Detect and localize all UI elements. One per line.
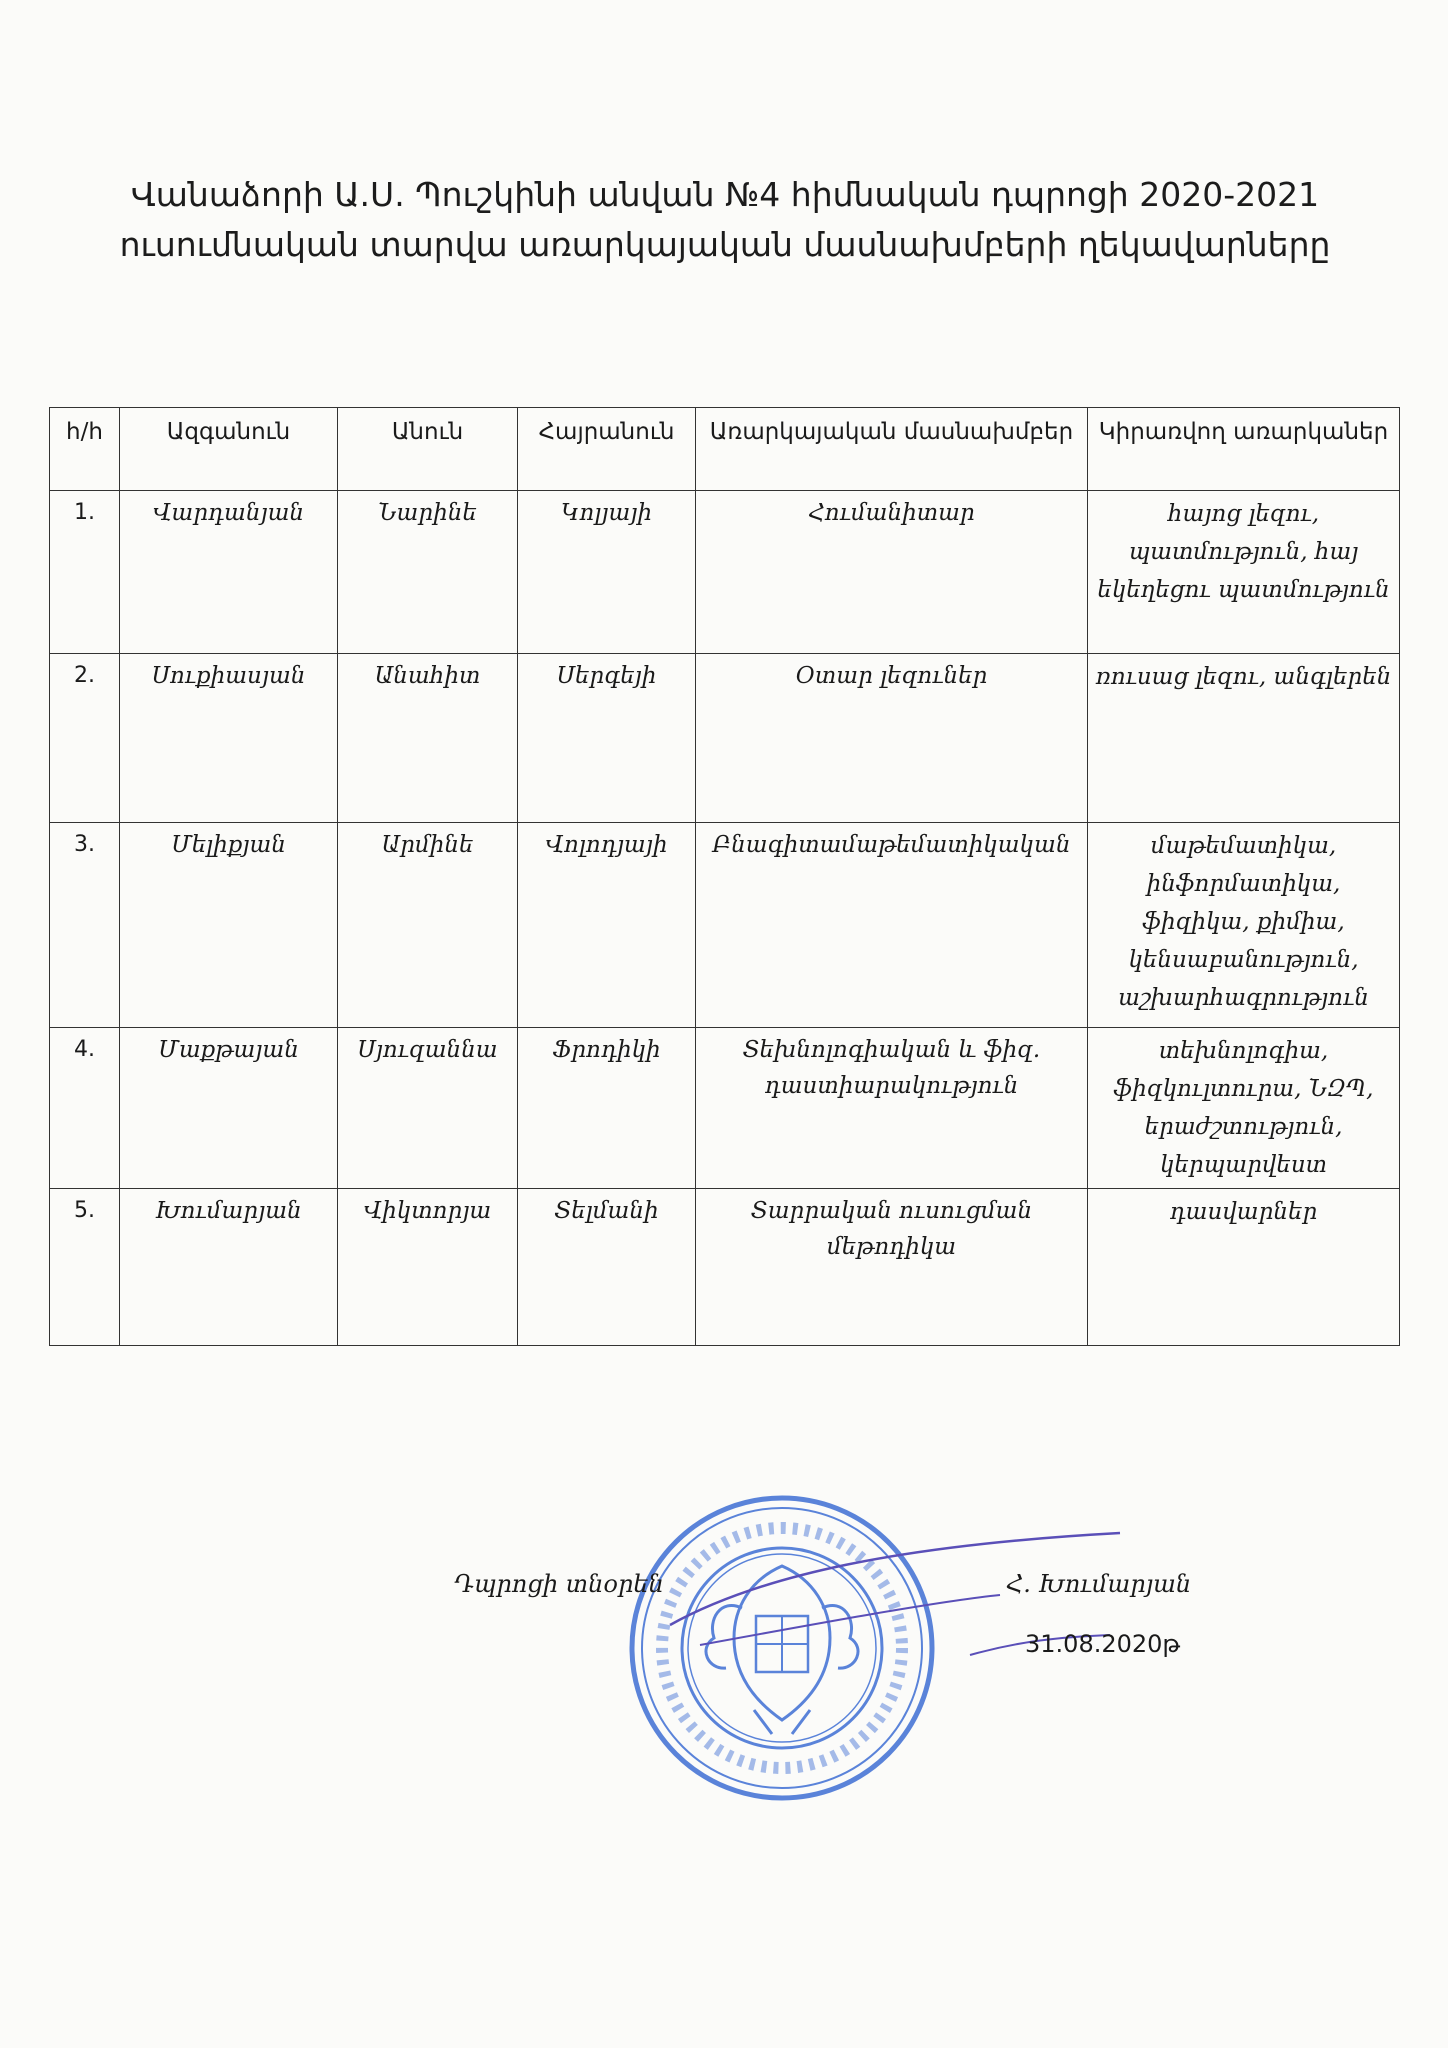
subjects-cell: մաթեմատիկա, ինֆորմատիկա, ֆիզիկա, քիմիա, կենսաբանություն, աշխարհագրություն (1088, 823, 1400, 1028)
header-subjects: Կիրառվող առարկաներ (1088, 408, 1400, 491)
surname-cell: Մելիքյան (120, 823, 338, 1028)
title-line-2: ուսումնական տարվա առարկայական մասնախմբերի ղեկավարները (119, 225, 1331, 264)
name-cell: Անահիտ (338, 654, 518, 823)
document-date: 31.08.2020թ (1025, 1630, 1181, 1658)
group-cell: Օտար լեզուներ (696, 654, 1088, 823)
header-patronymic: Հայրանուն (518, 408, 696, 491)
table-row (50, 654, 1400, 823)
surname-cell: Խումարյան (120, 1189, 338, 1346)
patronymic-cell: Ֆրոդիկի (518, 1028, 696, 1189)
signature-label: Դպրոցի տնօրեն (454, 1570, 664, 1598)
row-number: 3. (50, 823, 120, 1028)
patronymic-cell: Կոլյայի (518, 491, 696, 654)
patronymic-cell: Վոլոդյայի (518, 823, 696, 1028)
table-row (50, 491, 1400, 654)
header-subject-group: Առարկայական մասնախմբեր (696, 408, 1088, 491)
group-cell: Տեխնոլոգիական և ֆիզ. դաստիարակություն (696, 1028, 1088, 1189)
name-cell: Սյուզաննա (338, 1028, 518, 1189)
table-row (50, 823, 1400, 1028)
name-cell: Արմինե (338, 823, 518, 1028)
header-surname: Ազգանուն (120, 408, 338, 491)
header-name: Անուն (338, 408, 518, 491)
document-title (80, 170, 1370, 270)
staff-table (49, 407, 1400, 1346)
signer-name: Հ. Խումարյան (1006, 1570, 1192, 1598)
subjects-cell: հայոց լեզու, պատմություն, հայ եկեղեցու պատմություն (1088, 491, 1400, 654)
row-number: 4. (50, 1028, 120, 1189)
row-number: 1. (50, 491, 120, 654)
name-cell: Նարինե (338, 491, 518, 654)
row-number: 5. (50, 1189, 120, 1346)
patronymic-cell: Տելմանի (518, 1189, 696, 1346)
group-cell: Տարրական ուսուցման մեթոդիկա (696, 1189, 1088, 1346)
table-row (50, 1028, 1400, 1189)
table-header-row (50, 408, 1400, 491)
title-line-1: Վանաձորի Ա.Ս. Պուշկինի անվան №4 հիմնական դպրոցի 2020-2021 (130, 175, 1320, 214)
group-cell: Հումանիտար (696, 491, 1088, 654)
surname-cell: Մաքթայան (120, 1028, 338, 1189)
row-number: 2. (50, 654, 120, 823)
subjects-cell: տեխնոլոգիա, ֆիզկուլտուրա, ՆԶՊ, երաժշտություն, կերպարվեստ (1088, 1028, 1400, 1189)
name-cell: Վիկտորյա (338, 1189, 518, 1346)
surname-cell: Սուքիասյան (120, 654, 338, 823)
group-cell: Բնագիտամաթեմատիկական (696, 823, 1088, 1028)
subjects-cell: դասվարներ (1088, 1189, 1400, 1346)
header-number: հ/հ (50, 408, 120, 491)
surname-cell: Վարդանյան (120, 491, 338, 654)
patronymic-cell: Սերգեյի (518, 654, 696, 823)
table-row (50, 1189, 1400, 1346)
subjects-cell: ռուսաց լեզու, անգլերեն (1088, 654, 1400, 823)
